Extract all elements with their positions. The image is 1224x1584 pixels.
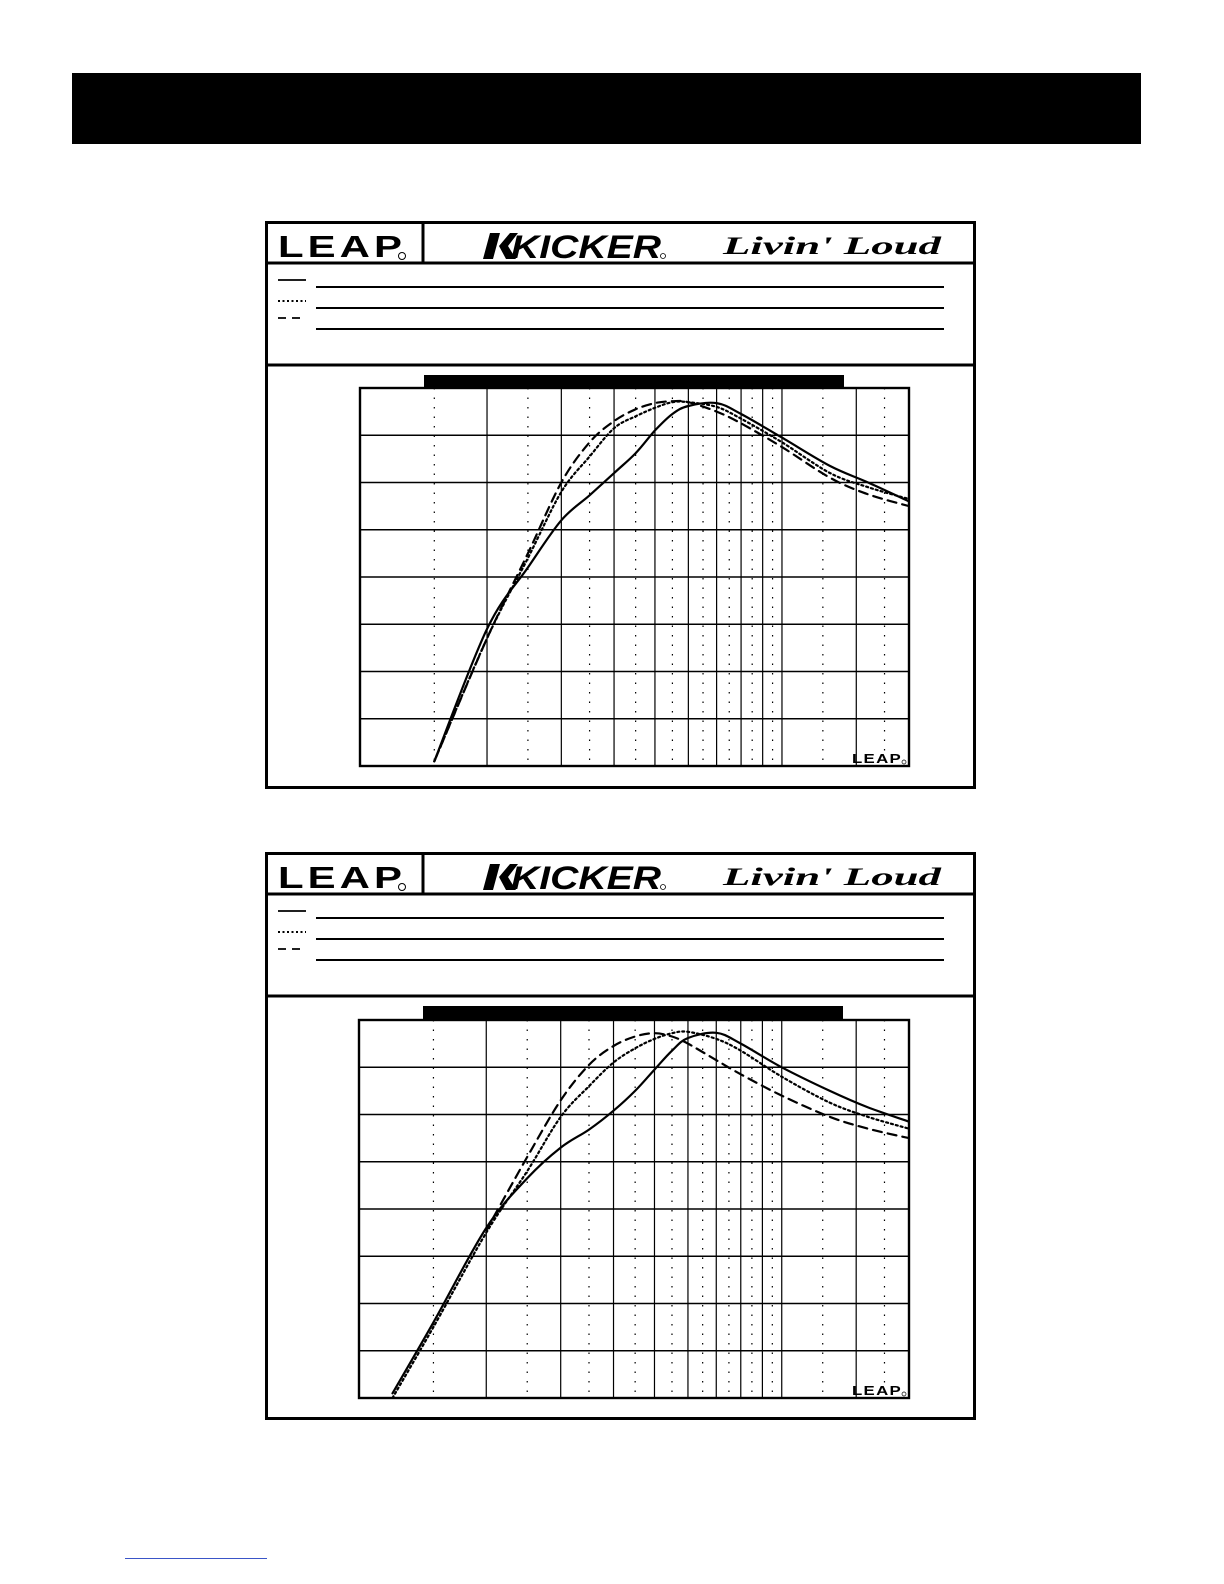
svg-text:LEAP: LEAP: [852, 1383, 902, 1398]
leap-logo: [278, 229, 406, 264]
kicker-logo: [483, 229, 666, 265]
svg-text:KICKER: KICKER: [511, 229, 661, 265]
leap-logo: [278, 860, 406, 895]
series-line-solid: [393, 1033, 910, 1394]
chart-panel-1-svg: [268, 224, 973, 786]
chart-panel-1: [265, 221, 976, 789]
footer-link-underline: [125, 1558, 267, 1559]
svg-text:LEAP: LEAP: [278, 229, 406, 264]
mini-leap-logo: [852, 1383, 906, 1398]
chart-panel-2-svg: [268, 855, 973, 1417]
svg-text:LEAP: LEAP: [852, 751, 902, 766]
kicker-logo: [483, 860, 666, 896]
plot-1: [360, 388, 909, 766]
legend: [278, 280, 944, 329]
series-line-dotted: [393, 1031, 910, 1398]
livin-loud-logo: [721, 233, 942, 260]
series-line-solid: [434, 403, 909, 762]
livin-loud-logo: [721, 864, 942, 891]
mini-leap-logo: [852, 751, 906, 766]
plot-2: [359, 1020, 909, 1398]
series-line-dashed: [486, 1033, 909, 1230]
svg-text:Livin' Loud: Livin' Loud: [721, 233, 942, 260]
chart-panel-2: [265, 852, 976, 1420]
header-bar: [72, 73, 1141, 144]
series-line-dashed: [434, 401, 909, 761]
series-line-dotted: [434, 402, 909, 762]
chart-title-bar: [423, 1006, 843, 1020]
svg-text:Livin' Loud: Livin' Loud: [721, 864, 942, 891]
legend: [278, 911, 944, 960]
svg-text:LEAP: LEAP: [278, 860, 406, 895]
svg-text:KICKER: KICKER: [511, 860, 661, 896]
